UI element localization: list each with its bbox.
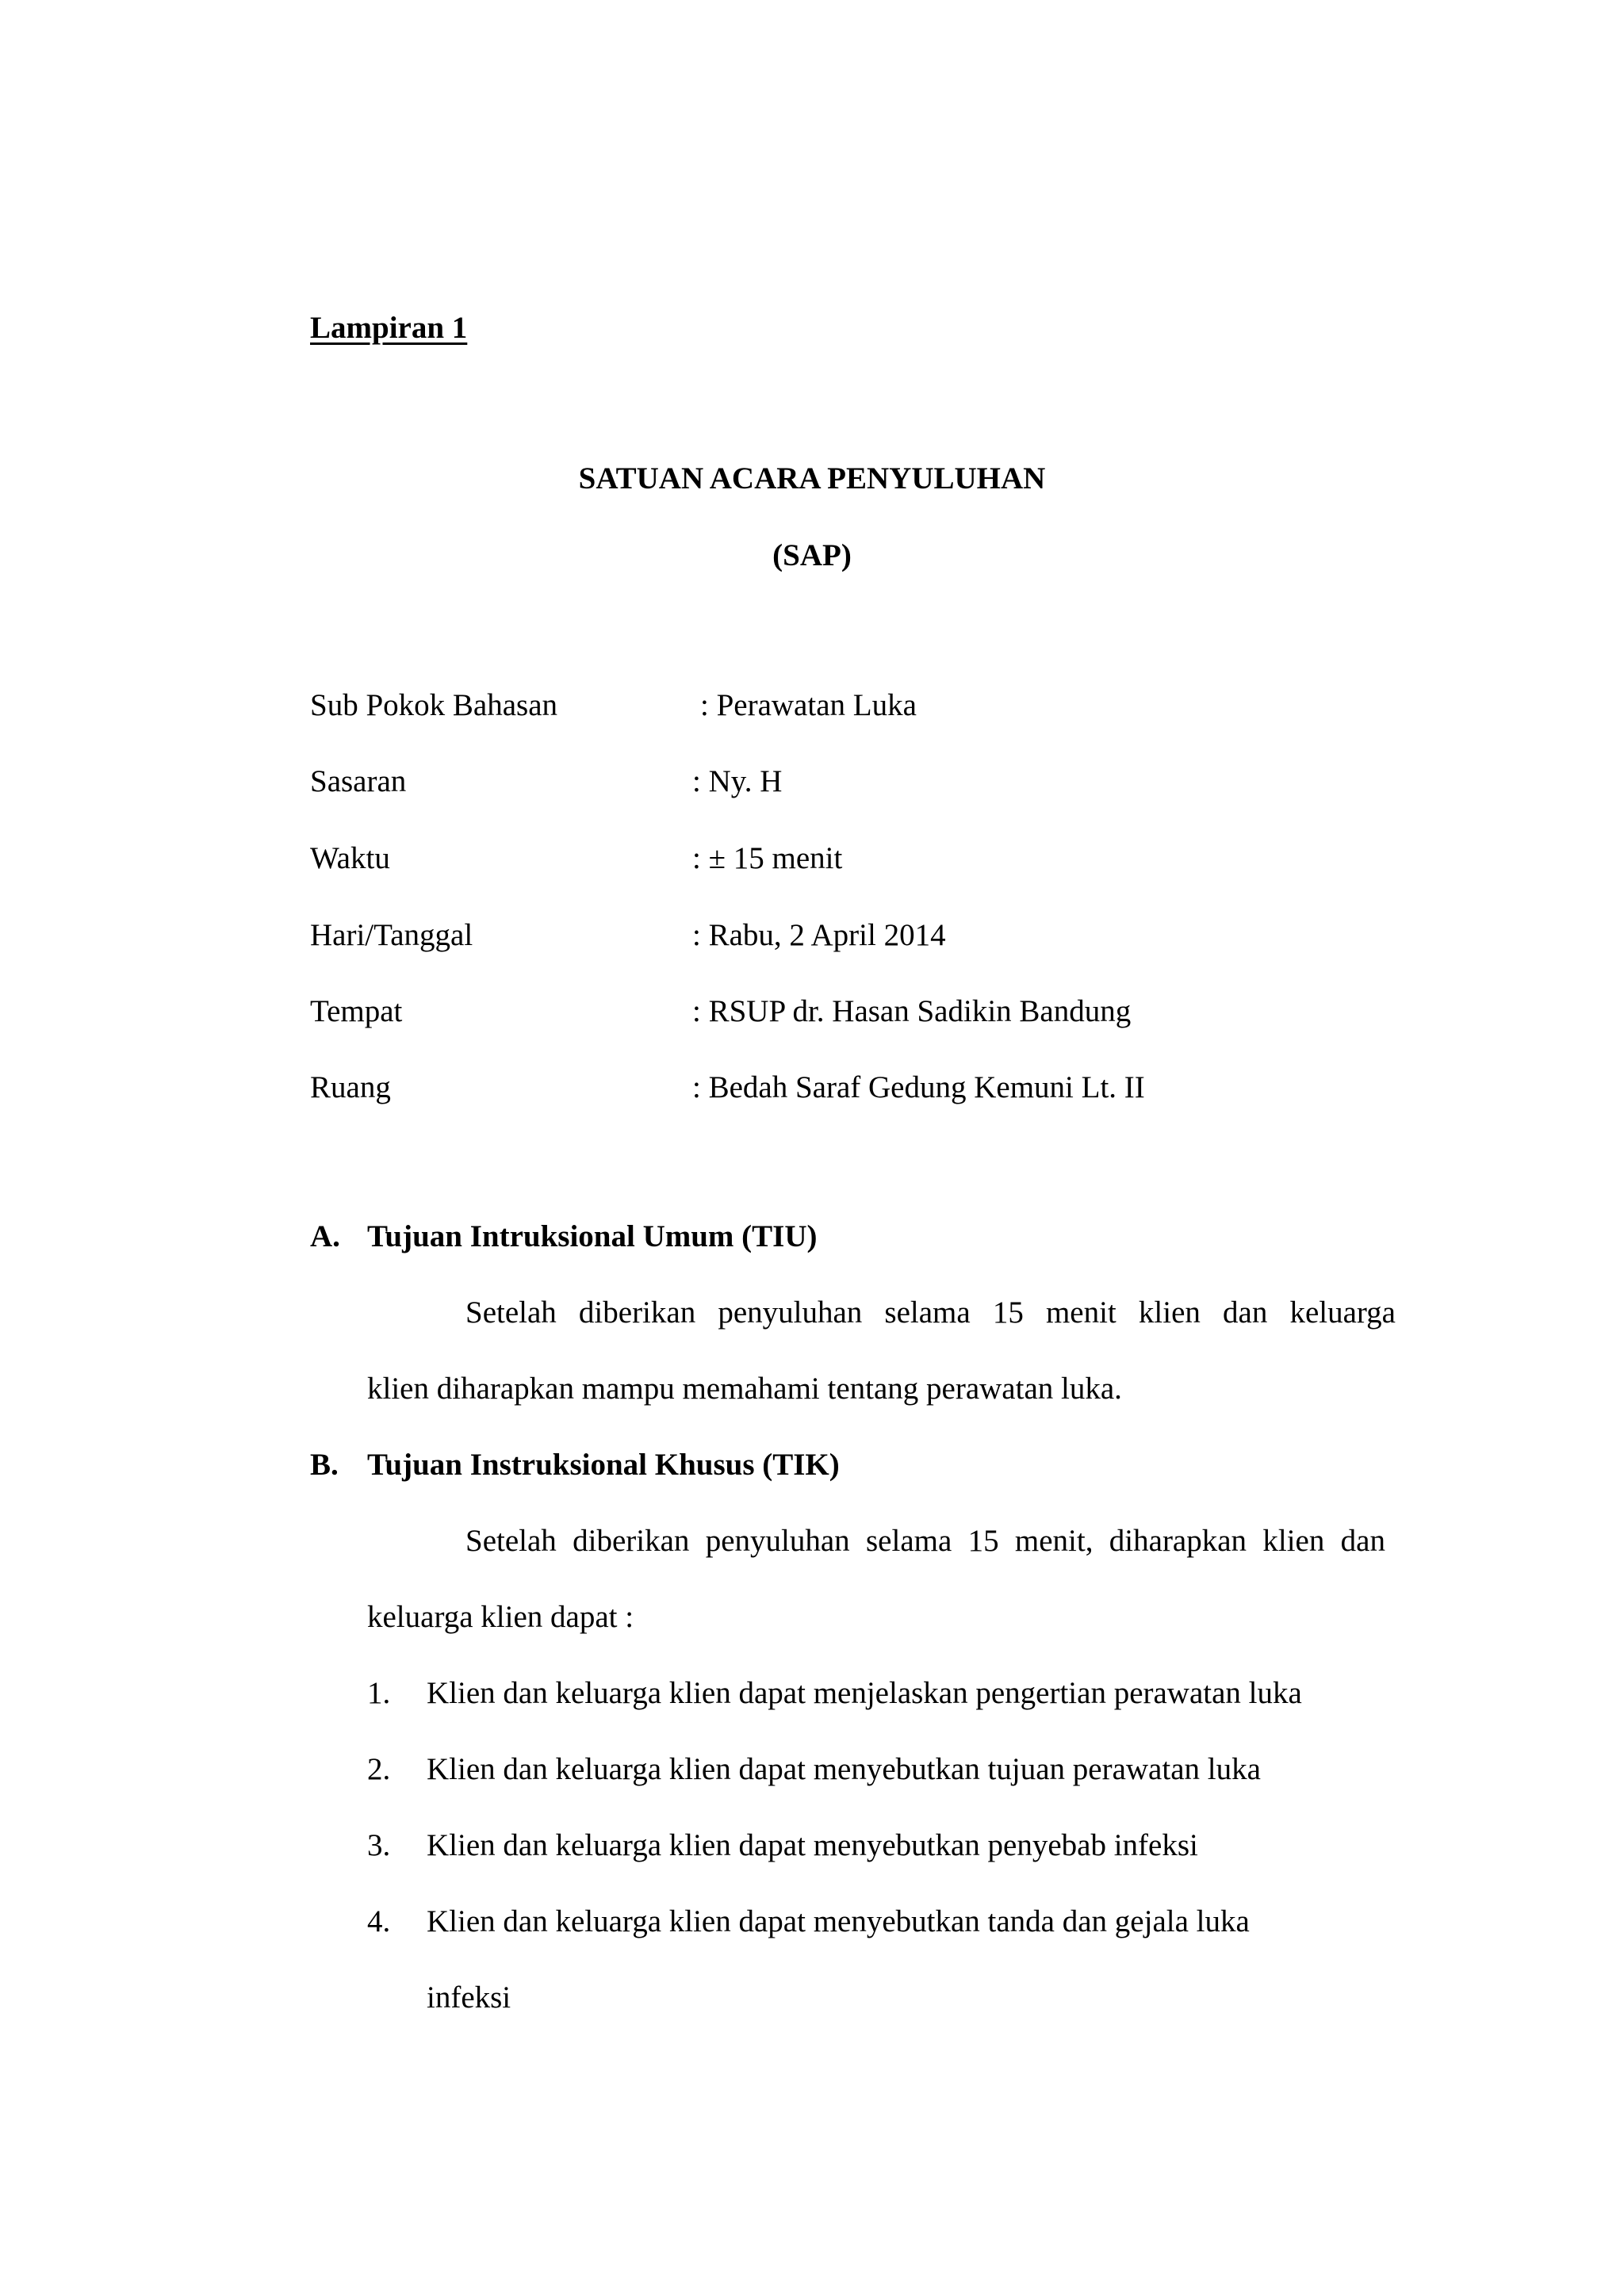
info-label-waktu: Waktu: [310, 841, 390, 875]
section-a-marker: A.: [310, 1219, 340, 1253]
list-item-text: Klien dan keluarga klien dapat menjelaskan pengertian perawatan luka: [427, 1676, 1302, 1710]
info-label-ruang: Ruang: [310, 1070, 391, 1104]
section-b-paragraph-line-1: Setelah diberikan penyuluhan selama 15 menit, diharapkan klien dan: [465, 1524, 1385, 1558]
section-a-paragraph-line-2: klien diharapkan mampu memahami tentang perawatan luka.: [367, 1372, 1122, 1406]
list-item-text: Klien dan keluarga klien dapat menyebutkan tujuan perawatan luka: [427, 1752, 1261, 1786]
info-value-sub-pokok-bahasan: : Perawatan Luka: [700, 688, 917, 722]
info-label-sub-pokok-bahasan: Sub Pokok Bahasan: [310, 688, 557, 722]
list-item-continuation: infeksi: [427, 1980, 511, 2015]
list-item-number: 1.: [367, 1676, 391, 1710]
section-b-heading: Tujuan Instruksional Khusus (TIK): [367, 1448, 840, 1482]
section-a-heading: Tujuan Intruksional Umum (TIU): [367, 1219, 818, 1253]
section-b-marker: B.: [310, 1448, 339, 1482]
document-subtitle: (SAP): [772, 538, 852, 572]
info-value-hari-tanggal: : Rabu, 2 April 2014: [692, 918, 946, 952]
info-value-ruang: : Bedah Saraf Gedung Kemuni Lt. II: [692, 1070, 1145, 1104]
list-item-text: Klien dan keluarga klien dapat menyebutkan tanda dan gejala luka: [427, 1904, 1250, 1938]
list-item-text: Klien dan keluarga klien dapat menyebutkan penyebab infeksi: [427, 1828, 1198, 1862]
info-value-sasaran: : Ny. H: [692, 764, 783, 798]
list-item-number: 2.: [367, 1752, 391, 1786]
list-item-number: 4.: [367, 1904, 391, 1938]
info-value-waktu: : ± 15 menit: [692, 841, 843, 875]
lampiran-label: Lampiran 1: [310, 311, 468, 345]
section-b-paragraph-line-2: keluarga klien dapat :: [367, 1600, 634, 1634]
section-a-paragraph-line-1: Setelah diberikan penyuluhan selama 15 menit klien dan keluarga: [465, 1295, 1396, 1330]
info-label-tempat: Tempat: [310, 994, 403, 1028]
info-label-hari-tanggal: Hari/Tanggal: [310, 918, 473, 952]
document-title: SATUAN ACARA PENYULUHAN: [578, 461, 1046, 496]
list-item-number: 3.: [367, 1828, 391, 1862]
info-value-tempat: : RSUP dr. Hasan Sadikin Bandung: [692, 994, 1132, 1028]
info-label-sasaran: Sasaran: [310, 764, 407, 798]
